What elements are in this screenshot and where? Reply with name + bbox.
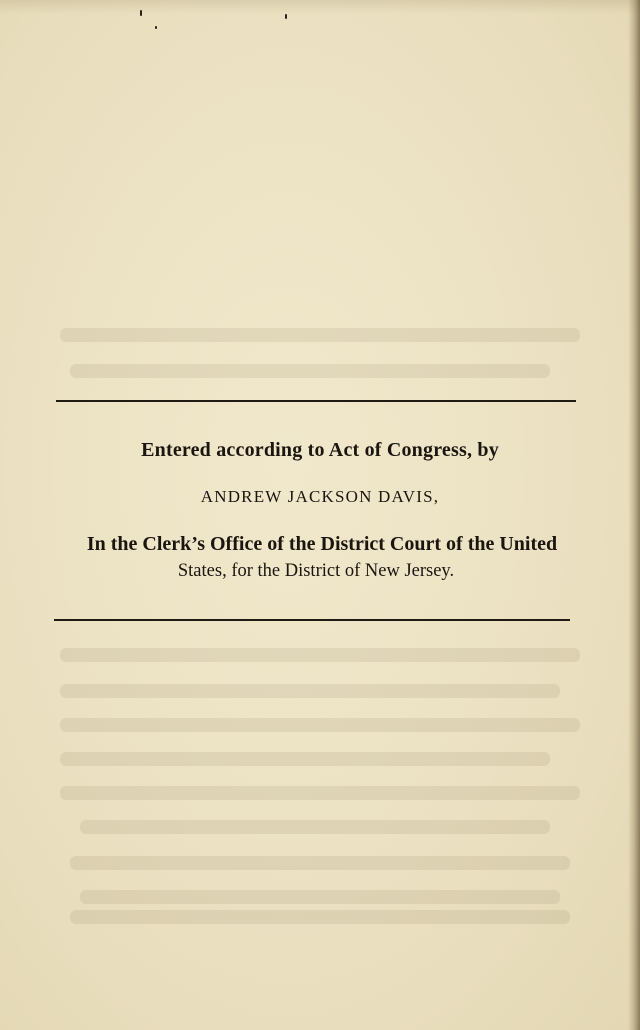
page-binding-edge: [628, 0, 640, 1030]
ink-speck: [155, 26, 157, 29]
ink-speck: [285, 14, 287, 19]
copyright-district-line: States, for the District of New Jersey.: [177, 561, 455, 581]
bottom-rule: [54, 619, 570, 621]
ink-speck: [140, 10, 142, 16]
top-rule: [56, 400, 576, 402]
page-top-shadow: [0, 0, 640, 14]
copyright-author-name: ANDREW JACKSON DAVIS,: [200, 487, 440, 506]
copyright-entered-line: Entered according to Act of Congress, by: [141, 439, 499, 461]
copyright-office-line: In the Clerk’s Office of the District Court of the United: [86, 533, 558, 555]
